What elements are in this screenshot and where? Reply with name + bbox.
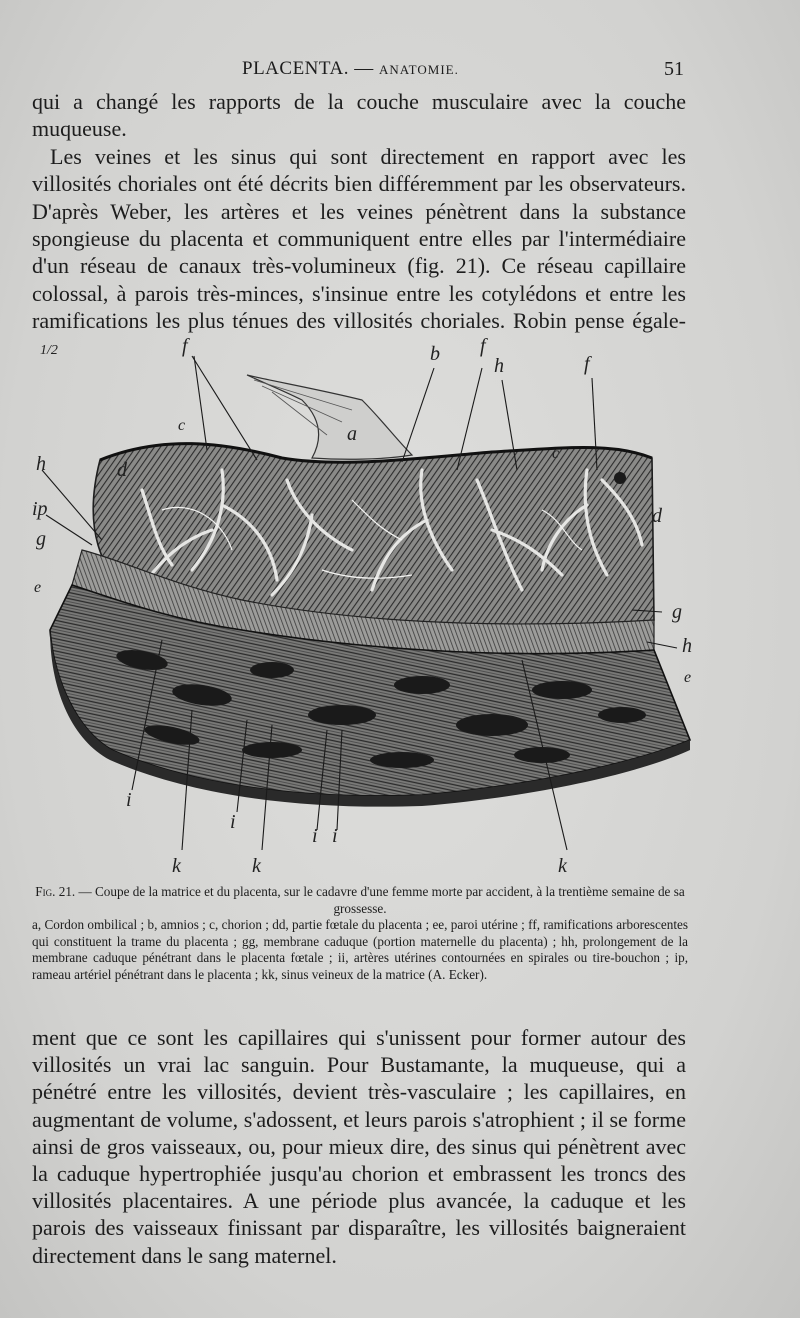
caption-title-text: — Coupe de la matrice et du placenta, sur le cadavre d'une femme morte par accident, à la trentième semaine de sa grossesse. <box>78 884 685 916</box>
label-h: h <box>36 453 46 475</box>
label-f: f <box>480 335 486 357</box>
label-i: i <box>332 825 338 847</box>
label-e: e <box>34 579 42 596</box>
paragraph: qui a changé les rapports de la couche musculaire avec la couche muqueuse. <box>32 89 686 142</box>
body-text-top <box>32 88 686 335</box>
paragraph: ment que ce sont les capillaires qui s'unissent pour former autour des villosités un vrai lac sanguin. Pour Bustamante, la muqueuse, qui a pénétré entre les villosités, devient très-vasculaire ; les capillaires, en augmentant de volume, s'adossent, et leurs parois s'atrophient ; il se forme ainsi de gros vaisseaux, ou, pour mieux dire, des sinus qui pénètrent avec la caduque hypertrophiée jusqu'au chorion et embrassent les troncs des villosités placentaires. A une période plus avancée, la caduque et les parois des vaisseaux finissant par disparaître, les villosités baigneraient directement dans le sang maternel. <box>32 1025 686 1268</box>
label-k: k <box>252 855 261 877</box>
label-i: i <box>126 789 132 811</box>
paragraph: Les veines et les sinus qui sont directement en rapport avec les villosités choriales ont été décrits bien différemment par les observateurs. D'après Weber, les artères et les veines pénètrent dans la substance spongieuse du placenta et communiquent entre elles par l'intermédiaire d'un réseau de canaux très-volumineux (fig. 21). Ce réseau capillaire colossal, à parois très-minces, s'insinue entre les cotylédons et entre les ramifications les plus ténues des villosités choriales. Robin pense égale- <box>32 143 686 334</box>
label-g: g <box>672 601 682 623</box>
figure-number: Fig. 21. <box>35 884 76 899</box>
label-ip: ip <box>32 498 48 520</box>
label-h: h <box>682 635 692 657</box>
label-k: k <box>558 855 567 877</box>
label-f: f <box>584 353 590 375</box>
scale-label: 1/2 <box>40 343 58 358</box>
label-c: c <box>552 445 560 462</box>
label-d: d <box>117 459 127 481</box>
label-a: a <box>347 423 357 445</box>
label-i: i <box>312 825 318 847</box>
body-text-bottom <box>32 1024 686 1269</box>
figure-caption <box>32 884 688 984</box>
label-b: b <box>430 343 440 365</box>
label-d: d <box>652 505 662 527</box>
running-title: PLACENTA. — ANATOMIE. <box>242 58 459 79</box>
label-h: h <box>494 355 504 377</box>
label-g: g <box>36 528 46 550</box>
page-number: 51 <box>664 58 684 80</box>
running-header <box>32 58 684 84</box>
label-i: i <box>230 811 236 833</box>
caption-title <box>32 884 688 917</box>
label-f: f <box>182 335 188 357</box>
label-k: k <box>172 855 181 877</box>
label-c: c <box>178 417 186 434</box>
figure-placenta-section <box>22 330 702 880</box>
caption-legend: a, Cordon ombilical ; b, amnios ; c, chorion ; dd, partie fœtale du placenta ; ee, paroi utérine ; ff, ramifications arborescentes qui constituent la trame du placenta ; gg, membrane caduque (portion maternelle du placenta) ; hh, prolongement de la membrane caduque pénétrant dans le placenta fœtale ; ii, artères utérines contournées en spirales ou tire-bouchon ; ip, rameau artériel pénétrant dans le placenta ; kk, sinus veineux de la matrice (A. Ecker). <box>32 917 688 982</box>
label-e: e <box>684 669 692 686</box>
anatomical-engraving <box>22 330 702 880</box>
